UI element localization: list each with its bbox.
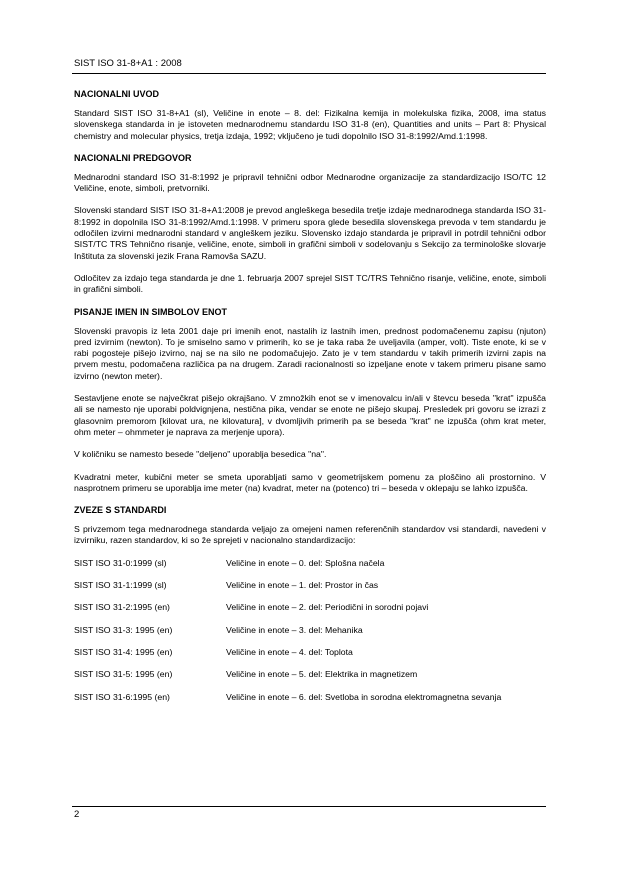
page-number: 2 [74,809,80,820]
standard-title: Veličine in enote – 5. del: Elektrika in magnetizem [226,669,418,680]
standard-code: SIST ISO 31-6:1995 (en) [74,691,170,702]
standard-code: SIST ISO 31-2:1995 (en) [74,602,170,613]
section-nacionalni-predgovor [74,153,546,296]
standard-title: Veličine in enote – 1. del: Prostor in čas [226,580,379,591]
running-header: SIST ISO 31-8+A1 : 2008 [74,58,182,69]
paragraph: Standard SIST ISO 31-8+A1 (sl), Veličine in enote – 8. del: Fizikalna kemija in molekulska fizika, 2008, ima status slovenskega standarda in je istoveten mednarodnemu standardu ISO 31-8 (en), Quantities and units – Part 8: Physical chemistry and molecular physics, tretja izdaja, 1992; vključeno je tudi dopolnilo ISO 31-8:1992/Amd.1:1998. [74,108,546,141]
list-item [74,558,546,569]
section-heading: ZVEZE S STANDARDI [74,505,167,516]
footer-rule [72,806,546,807]
standard-code: SIST ISO 31-5: 1995 (en) [74,669,173,680]
paragraph: Sestavljene enote se največkrat pišejo okrajšano. V zmnožkih enot se v imenovalcu in/ali v števcu beseda "krat" izpušča ali se namesto nje uporabi poldvignjena, nestična pika, vendar se enote ne pišejo skupaj. Presledek pri govoru se izrazi z glasovnim premorom [kilovat ura, ne kilovatura], v dvomljivih primerih pa se beseda "krat" ne izpušča (ohm krat meter, ohm meter – ohmmeter je naprava za merjenje upora). [74,393,546,437]
header-rule [72,73,546,74]
paragraph: Slovenski standard SIST ISO 31-8+A1:2008 je prevod angleškega besedila tretje izdaje mednarodnega standarda ISO 31-8:1992 in dopolnila ISO 31-8:1992/Amd.1:1998. V primeru spora glede besedila slovenskega prevoda v tem standardu je odločilen izvirni mednarodni standard v angleškem jeziku. Slovensko izdajo standarda je pripravil in potrdil tehnični odbor SIST/TC TRS Tehnično risanje, veličine, enote, simboli in grafični simboli v sodelovanju s Sekcijo za terminološke slovarje Inštituta za slovenski jezik Frana Ramovša SAZU. [74,205,546,261]
paragraph: Kvadratni meter, kubični meter se smeta uporabljati samo v geometrijskem pomenu za ploščino ali prostornino. V nasprotnem primeru se uporablja ime meter (na) kvadrat, meter na (potenco) tri – beseda v oklepaju se lahko izpušča. [74,471,546,493]
list-item [74,580,546,591]
section-nacionalni-uvod [74,89,546,142]
section-zveze-s-standardi [74,505,546,703]
standard-title: Veličine in enote – 2. del: Periodični in sorodni pojavi [226,602,429,613]
list-item [74,625,546,636]
section-heading: NACIONALNI UVOD [74,89,159,99]
list-item [74,692,546,703]
paragraph: Mednarodni standard ISO 31-8:1992 je pripravil tehnični odbor Mednarodne organizacije za standardizacijo ISO/TC 12 Veličine, enote, simboli, pretvorniki. [74,171,546,194]
standard-title: Veličine in enote – 6. del: Svetloba in sorodna elektromagnetna sevanja [226,691,502,702]
section-pisanje-imen [74,307,546,495]
page-body [74,89,546,714]
section-heading: NACIONALNI PREDGOVOR [74,152,192,163]
standard-code: SIST ISO 31-4: 1995 (en) [74,646,173,657]
standard-title: Veličine in enote – 3. del: Mehanika [226,624,363,635]
paragraph: Odločitev za izdajo tega standarda je dne 1. februarja 2007 sprejel SIST TC/TRS Tehnično risanje, veličine, enote, simboli in grafični simboli. [74,272,546,295]
section-heading: PISANJE IMEN IN SIMBOLOV ENOT [74,306,228,317]
standard-title: Veličine in enote – 4. del: Toplota [226,646,353,657]
list-item [74,669,546,680]
standard-code: SIST ISO 31-0:1999 (sl) [74,557,167,568]
list-item [74,602,546,613]
standard-title: Veličine in enote – 0. del: Splošna načela [226,557,385,568]
paragraph: V količniku se namesto besede "deljeno" uporablja besedica "na". [74,449,327,460]
list-item [74,647,546,658]
standard-code: SIST ISO 31-1:1999 (sl) [74,580,167,591]
paragraph: Slovenski pravopis iz leta 2001 daje pri imenih enot, nastalih iz lastnih imen, prednost podomačenemu zapisu (njuton) pred izvirnim (newton). To je smiselno samo v primerih, ko se je taka raba že uveljavila (amper, volt). Tiste enote, ki se v rabi pogosteje pišejo izvirno, naj se na silo ne podomačujejo. Zato je v tem standardu v takih primerih izvirni zapis na prvem mestu, podomačena različica pa na drugem. Zaradi racionalnosti so izpeljane enote v takem primeru pisane samo izvirno (newton meter). [74,325,546,381]
standard-code: SIST ISO 31-3: 1995 (en) [74,624,173,635]
paragraph: S privzemom tega mednarodnega standarda veljajo za omejeni namen referenčnih standardov vsi standardi, navedeni v izvirniku, razen standardov, ki so že sprejeti v nacionalno standardizacijo: [74,524,546,546]
standards-list [74,558,546,703]
